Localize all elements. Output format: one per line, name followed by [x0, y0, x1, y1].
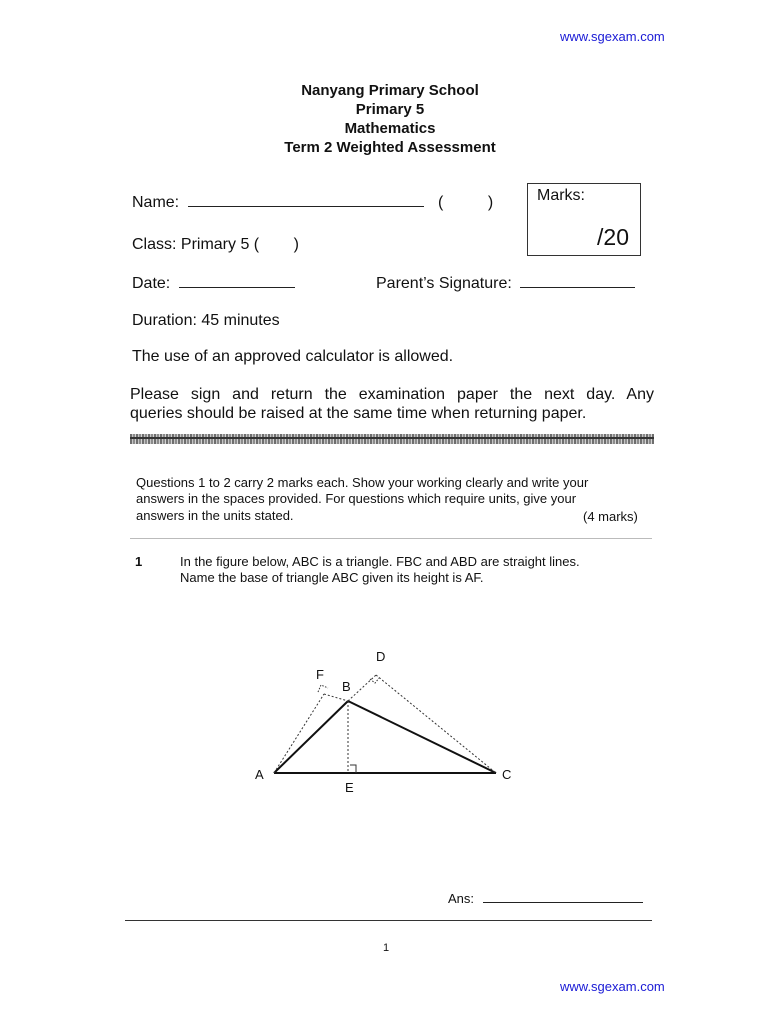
label-a: A [255, 767, 264, 782]
subject-title: Mathematics [344, 120, 436, 137]
answer-blank[interactable] [483, 890, 643, 903]
answer-field [448, 890, 643, 907]
segment-af [274, 694, 324, 773]
class-close: ) [293, 236, 299, 253]
level-title: Primary 5 [355, 101, 425, 118]
right-angle-f [318, 685, 328, 692]
name-label: Name: [132, 194, 180, 211]
question-line-1: In the figure below, ABC is a triangle. FBC and ABD are straight lines. [180, 554, 580, 569]
footer-rule [125, 920, 652, 921]
page-number: 1 [383, 942, 390, 954]
date-label: Date: [132, 275, 171, 292]
instructions-line-2: answers in the spaces provided. For questions which require units, give your [136, 491, 577, 506]
marks-total: /20 [597, 224, 629, 250]
label-c: C [502, 767, 512, 782]
right-angle-e [350, 765, 356, 773]
class-label: Class: Primary 5 ( [132, 236, 260, 253]
assessment-title: Term 2 Weighted Assessment [284, 139, 496, 156]
question-number: 1 [135, 554, 143, 569]
question-line-2: Name the base of triangle ABC given its height is AF. [180, 570, 484, 585]
answer-label: Ans: [448, 891, 475, 906]
label-f: F [316, 667, 324, 682]
segment-bc [348, 701, 496, 773]
return-line-2: queries should be raised at the same time when returning paper. [130, 405, 587, 422]
sgexam-link-top[interactable]: www.sgexam.com [560, 29, 665, 44]
right-angle-d [370, 677, 380, 683]
label-d: D [376, 649, 386, 664]
label-e: E [345, 780, 354, 795]
sgexam-link-bottom[interactable]: www.sgexam.com [560, 979, 665, 994]
segment-ab [274, 701, 348, 773]
duration-text: Duration: 45 minutes [132, 312, 280, 329]
calculator-text: The use of an approved calculator is allowed. [132, 348, 454, 365]
marks-label: Marks: [537, 187, 585, 204]
instructions-marks: (4 marks) [583, 509, 638, 524]
segment-fb [324, 694, 348, 701]
signature-label: Parent’s Signature: [376, 275, 512, 292]
instructions-line-3: answers in the units stated. [136, 508, 294, 523]
label-b: B [342, 679, 351, 694]
index-open: ( [438, 194, 444, 211]
instructions-line-1: Questions 1 to 2 carry 2 marks each. Show your working clearly and write your [136, 475, 589, 490]
return-line-1: Please sign and return the examination paper the next day. Any [130, 386, 654, 403]
segment-bd [348, 675, 376, 701]
index-close: ) [487, 194, 494, 211]
school-name: Nanyang Primary School [301, 82, 479, 99]
